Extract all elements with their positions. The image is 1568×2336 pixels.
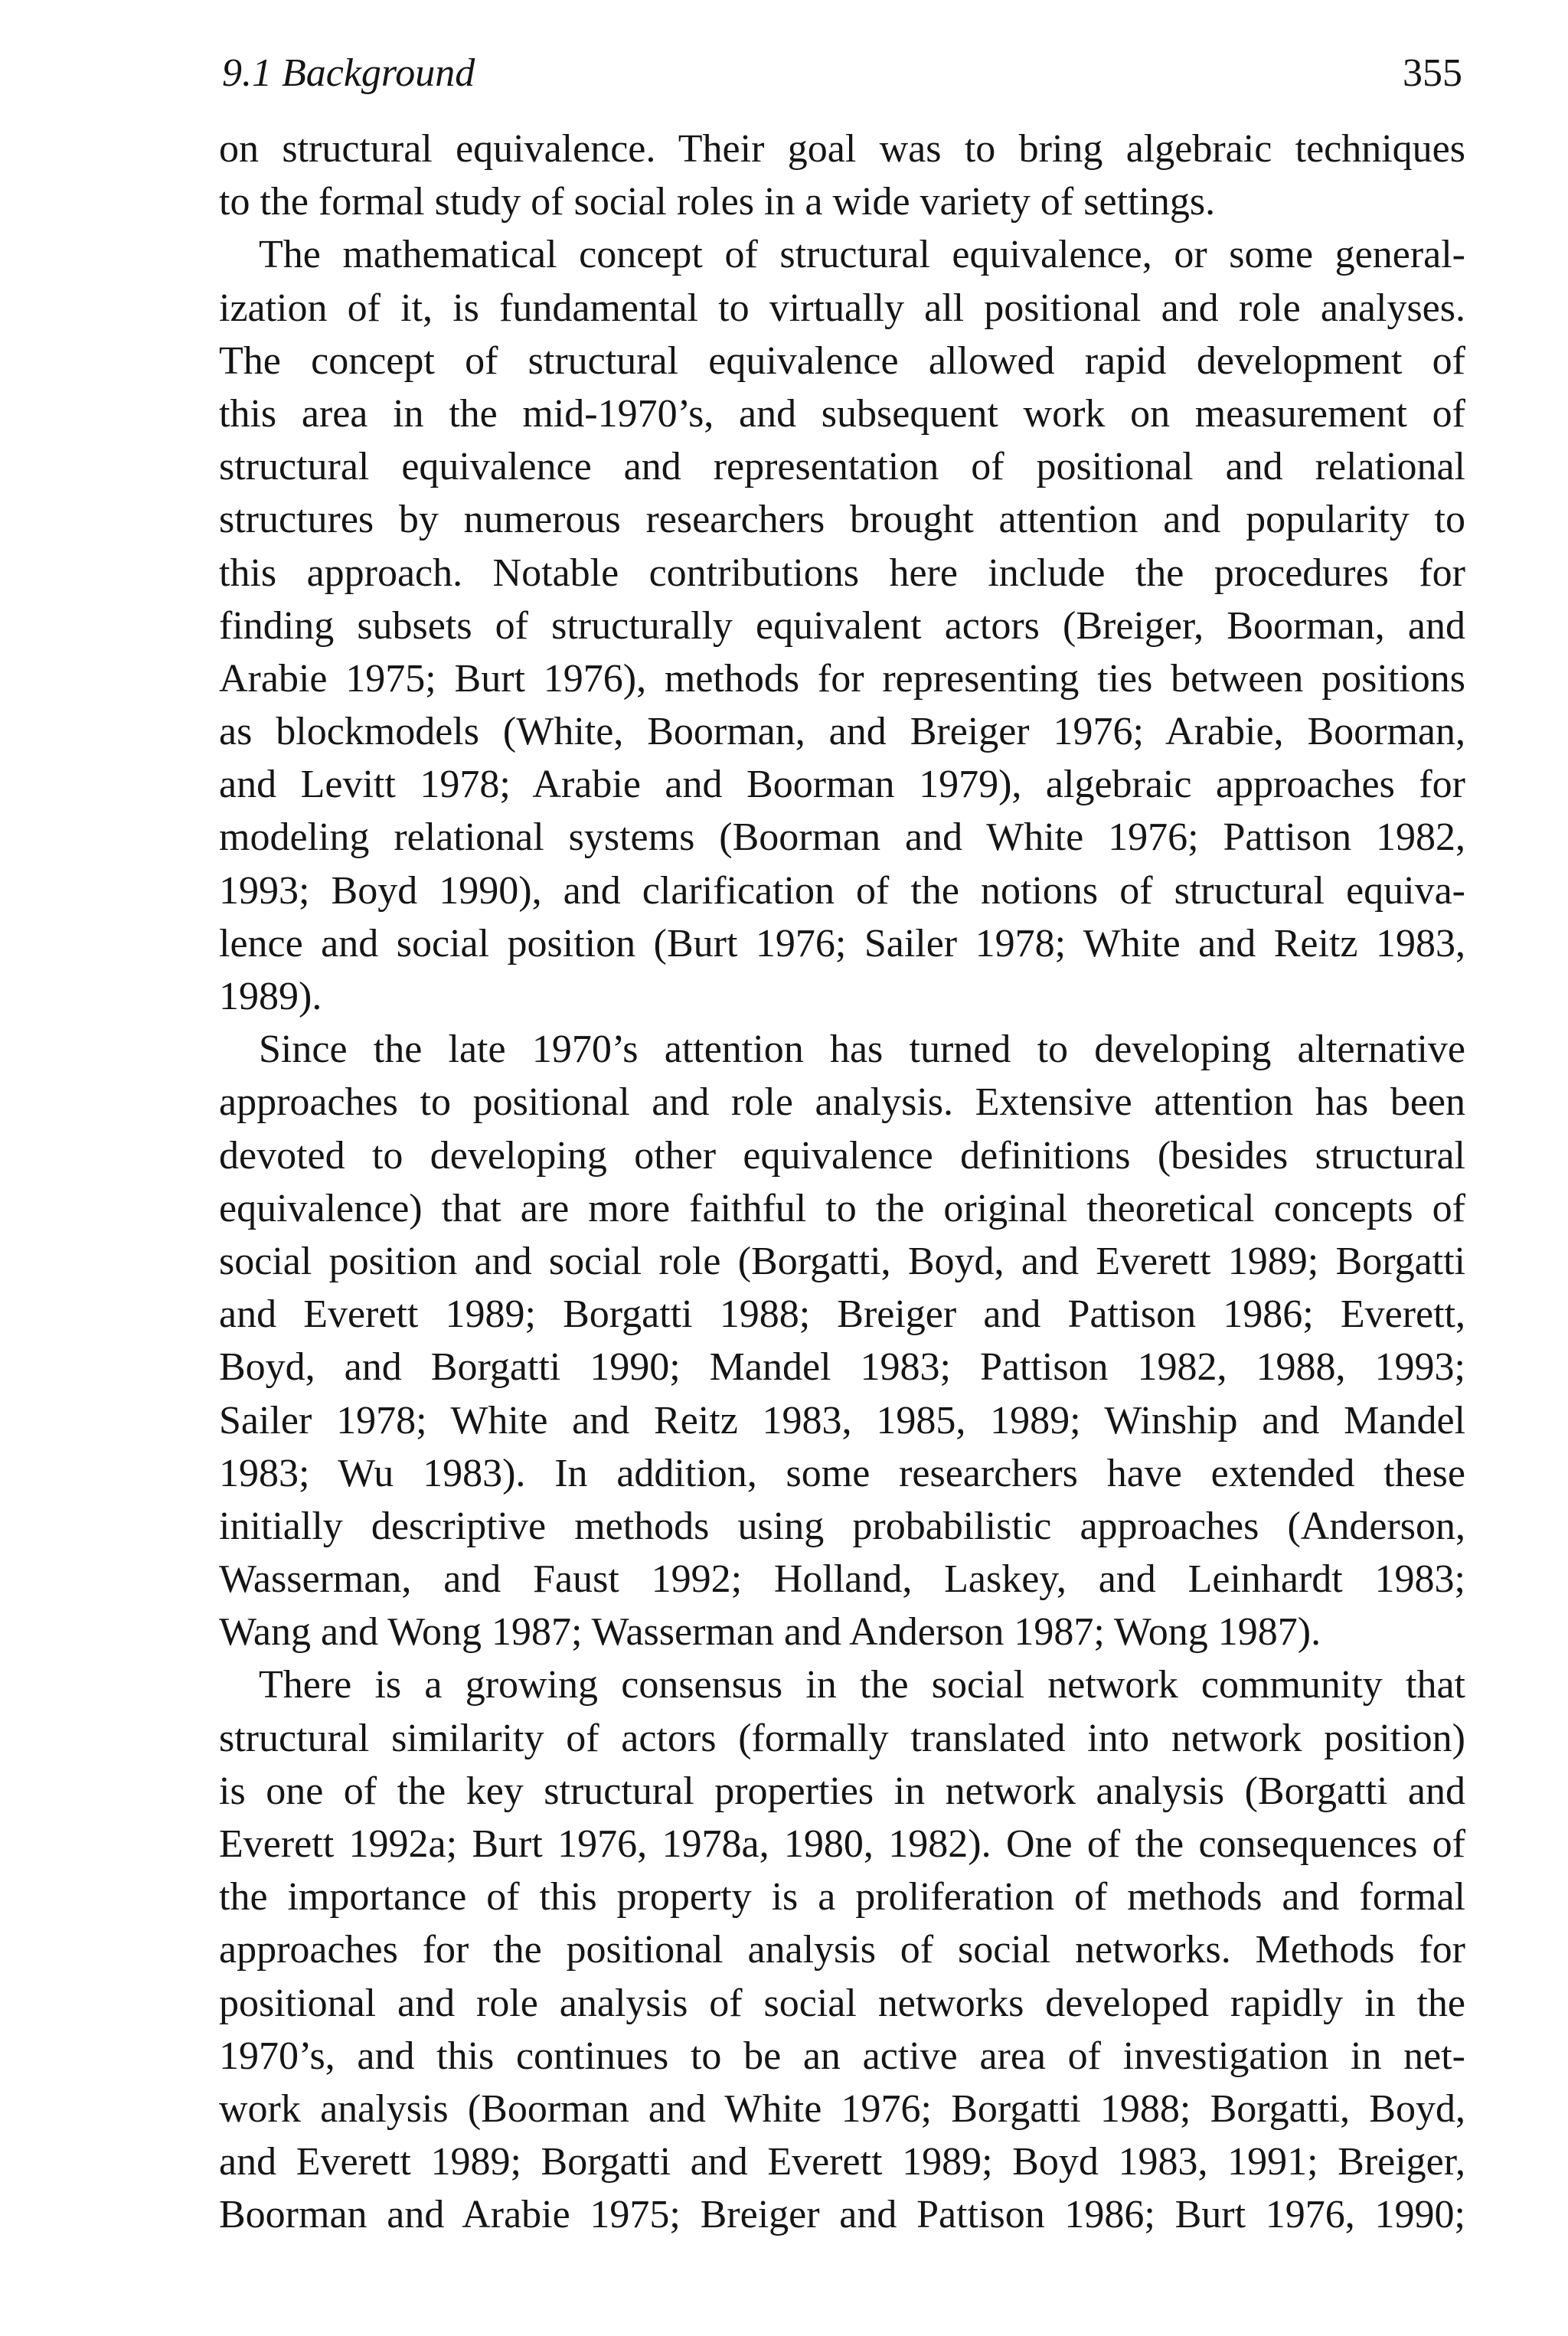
text-line: structural similarity of actors (formally translated into network position)	[219, 1716, 1465, 1760]
text-line: approaches to positional and role analysis. Extensive attention has been	[219, 1080, 1465, 1125]
text-line: Since the late 1970’s attention has turned to developing alternative	[259, 1028, 1465, 1072]
text-line: approaches for the positional analysis of social networks. Methods for	[219, 1928, 1465, 1972]
running-head	[222, 43, 1462, 104]
text-line: modeling relational systems (Boorman and White 1976; Pattison 1982,	[219, 815, 1465, 860]
text-line: positional and role analysis of social networks developed rapidly in the	[219, 1981, 1465, 2025]
text-line: Wasserman, and Faust 1992; Holland, Laskey, and Leinhardt 1983;	[219, 1557, 1465, 1602]
text-line: this area in the mid-1970’s, and subsequent work on measurement of	[219, 391, 1465, 436]
text-line: initially descriptive methods using probabilistic approaches (Anderson,	[219, 1504, 1465, 1548]
text-line: to the formal study of social roles in a wide variety of settings.	[219, 180, 1216, 224]
text-line: Arabie 1975; Burt 1976), methods for representing ties between positions	[219, 656, 1465, 701]
text-line: 1983; Wu 1983). In addition, some researchers have extended these	[219, 1451, 1465, 1495]
text-line: 1993; Boyd 1990), and clarification of the notions of structural equiva-	[219, 868, 1465, 913]
text-line: the importance of this property is a proliferation of methods and formal	[219, 1875, 1465, 1919]
text-line: ization of it, is fundamental to virtually all positional and role analyses.	[219, 286, 1465, 330]
text-line: Wang and Wong 1987; Wasserman and Anderson 1987; Wong 1987).	[219, 1610, 1321, 1655]
text-line: The mathematical concept of structural equivalence, or some general-	[259, 233, 1465, 277]
text-line: as blockmodels (White, Boorman, and Breiger 1976; Arabie, Boorman,	[219, 710, 1465, 754]
text-line: The concept of structural equivalence allowed rapid development of	[219, 338, 1465, 383]
body-text	[219, 123, 1465, 2242]
text-line: is one of the key structural properties in network analysis (Borgatti and	[219, 1769, 1465, 1813]
text-line: Everett 1992a; Burt 1976, 1978a, 1980, 1982). One of the consequences of	[219, 1822, 1465, 1866]
text-line: Sailer 1978; White and Reitz 1983, 1985, 1989; Winship and Mandel	[219, 1398, 1465, 1442]
page-number: 355	[1403, 51, 1462, 95]
text-line: Boorman and Arabie 1975; Breiger and Pattison 1986; Burt 1976, 1990;	[219, 2193, 1465, 2237]
text-line: equivalence) that are more faithful to the original theoretical concepts of	[219, 1186, 1465, 1230]
text-line: this approach. Notable contributions here include the procedures for	[219, 551, 1465, 595]
section-title: 9.1 Background	[222, 51, 475, 95]
text-line: finding subsets of structurally equivalent actors (Breiger, Boorman, and	[219, 603, 1465, 648]
text-line: social position and social role (Borgatti, Boyd, and Everett 1989; Borgatti	[219, 1239, 1465, 1283]
text-line: 1989).	[219, 975, 322, 1018]
text-line: and Everett 1989; Borgatti 1988; Breiger and Pattison 1986; Everett,	[219, 1292, 1465, 1337]
text-line: structures by numerous researchers brought attention and popularity to	[219, 498, 1465, 542]
text-line: devoted to developing other equivalence definitions (besides structural	[219, 1133, 1465, 1178]
text-line: work analysis (Boorman and White 1976; Borgatti 1988; Borgatti, Boyd,	[219, 2086, 1465, 2131]
text-line: and Everett 1989; Borgatti and Everett 1989; Boyd 1983, 1991; Breiger,	[219, 2140, 1465, 2184]
text-line: and Levitt 1978; Arabie and Boorman 1979), algebraic approaches for	[219, 763, 1465, 807]
text-line: 1970’s, and this continues to be an active area of investigation in net-	[219, 2034, 1465, 2078]
text-line: on structural equivalence. Their goal was to bring algebraic techniques	[219, 127, 1465, 171]
text-line: Boyd, and Borgatti 1990; Mandel 1983; Pattison 1982, 1988, 1993;	[219, 1345, 1465, 1390]
text-line: lence and social position (Burt 1976; Sailer 1978; White and Reitz 1983,	[219, 921, 1465, 965]
text-line: There is a growing consensus in the social network community that	[259, 1663, 1465, 1707]
text-line: structural equivalence and representation of positional and relational	[219, 445, 1465, 489]
